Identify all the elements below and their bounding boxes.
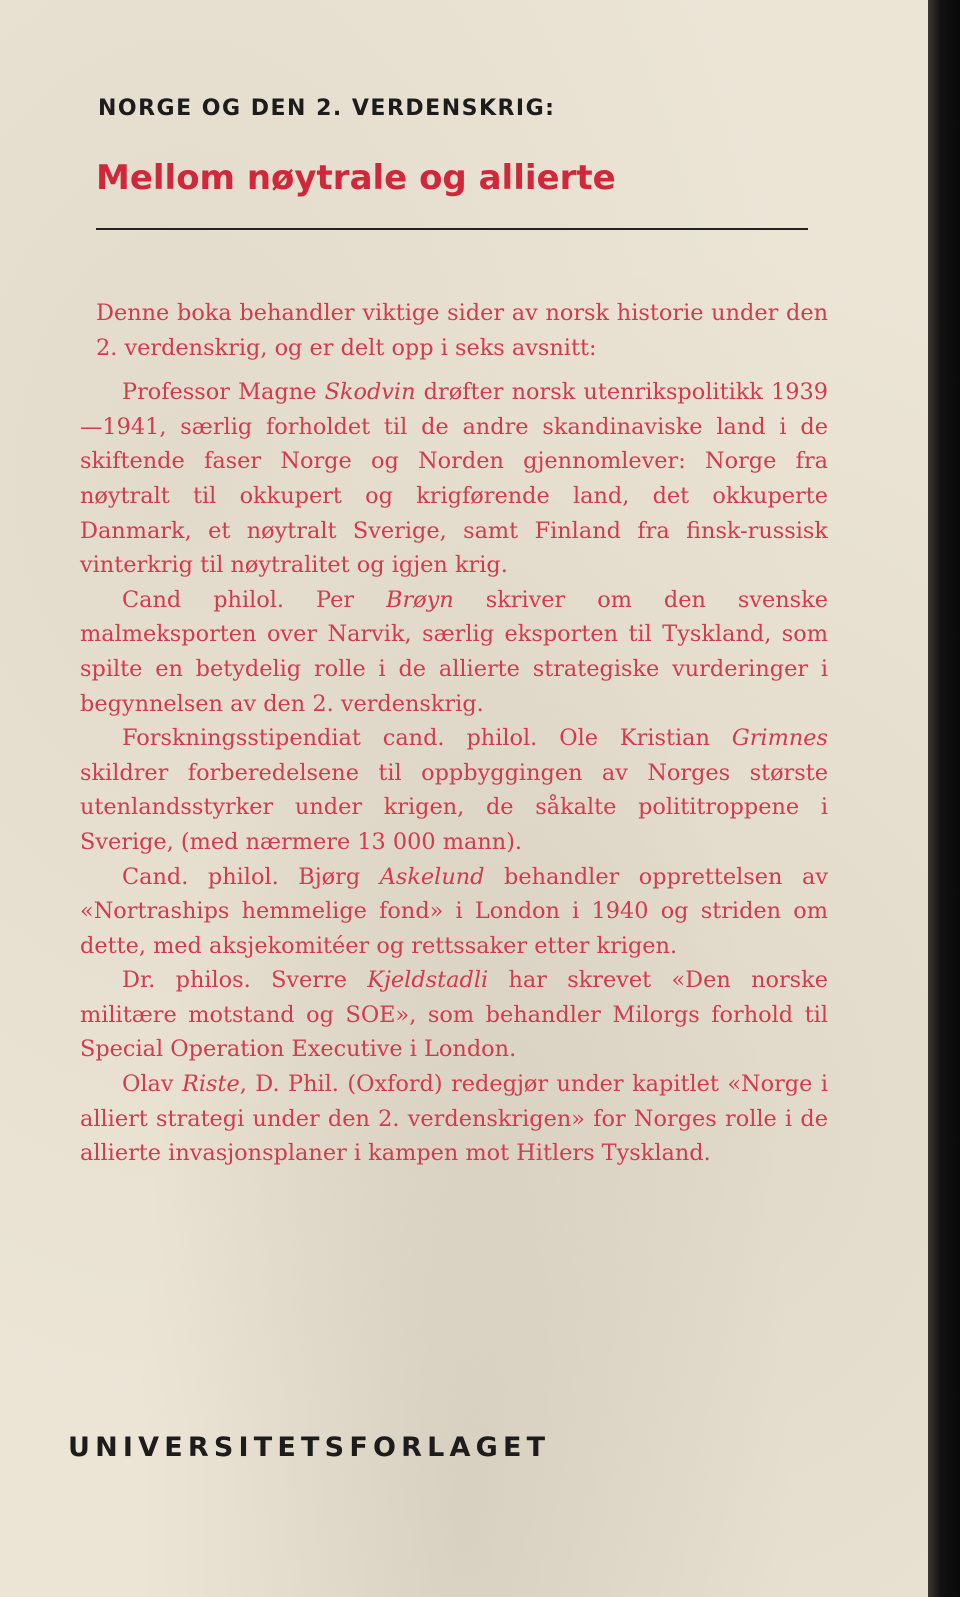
publisher-name: UNIVERSITETSFORLAGET <box>68 1432 551 1463</box>
paragraph-lead: Olav <box>122 1071 182 1098</box>
paragraph-text: skildrer forberedelsene til oppbyggingen av Norges største utenlandsstyrker under krigen, de såkalte polititroppene i Sverige, (med nærmere 13 000 mann). <box>80 759 828 855</box>
author-name: Riste <box>181 1071 240 1098</box>
blurb-paragraph <box>80 583 828 721</box>
book-title: Mellom nøytrale og allierte <box>96 158 616 198</box>
spine-edge <box>928 0 960 1597</box>
author-name: Skodvin <box>324 379 416 406</box>
paragraph-text: skriver om den svenske malmeksporten over Narvik, særlig eksporten til Tyskland, som spilte en betydelig rolle i de allierte strategiske vurderinger i begynnelsen av den 2. verdenskrig. <box>80 586 828 717</box>
paragraph-lead: Cand. philol. Bjørg <box>122 863 380 890</box>
series-title: NORGE OG DEN 2. VERDENSKRIG: <box>98 96 556 121</box>
author-name: Askelund <box>379 863 485 890</box>
author-name: Kjeldstadli <box>367 967 489 994</box>
blurb-paragraph <box>80 1067 828 1171</box>
blurb-intro: Denne boka behandler viktige sider av norsk historie under den 2. verdenskrig, og er delt opp i seks avsnitt: <box>96 300 828 361</box>
paragraph-lead: Forskningsstipendiat cand. philol. Ole Kristian <box>122 725 732 752</box>
paragraph-text: drøfter norsk utenrikspolitikk 1939—1941, særlig forholdet til de andre skandinaviske land i de skiftende faser Norge og Norden gjennomlever: Norge fra nøytralt til okkupert og krigførende land, det okkuperte Danmark, et nøytralt Sverige, samt Finland fra finsk-russisk vinterkrig til nøytralitet og igjen krig. <box>80 379 829 579</box>
paragraph-lead: Professor Magne <box>122 379 325 406</box>
author-name: Grimnes <box>731 725 828 752</box>
paragraph-text: har skrevet «Den norske militære motstand og SOE», som behandler Milorgs forhold til Special Operation Executive i London. <box>80 967 828 1063</box>
blurb-paragraph <box>80 860 828 964</box>
paragraph-lead: Cand philol. Per <box>122 586 387 613</box>
paragraph-lead: Dr. philos. Sverre <box>122 967 368 994</box>
blurb-paragraph <box>80 375 828 583</box>
paragraph-text: , D. Phil. (Oxford) redegjør under kapitlet «Norge i alliert strategi under den 2. verdenskrigen» for Norges rolle i de allierte invasjonsplaner i kampen mot Hitlers Tyskland. <box>80 1071 828 1167</box>
blurb-paragraph <box>80 721 828 859</box>
paragraph-text: behandler opprettelsen av «Nortraships hemmelige fond» i London i 1940 og striden om dette, med aksjekomitéer og rettssaker etter krigen. <box>80 863 828 959</box>
divider-rule <box>96 228 808 230</box>
blurb-paragraph <box>80 963 828 1067</box>
blurb <box>80 296 828 1171</box>
author-name: Brøyn <box>386 586 454 613</box>
